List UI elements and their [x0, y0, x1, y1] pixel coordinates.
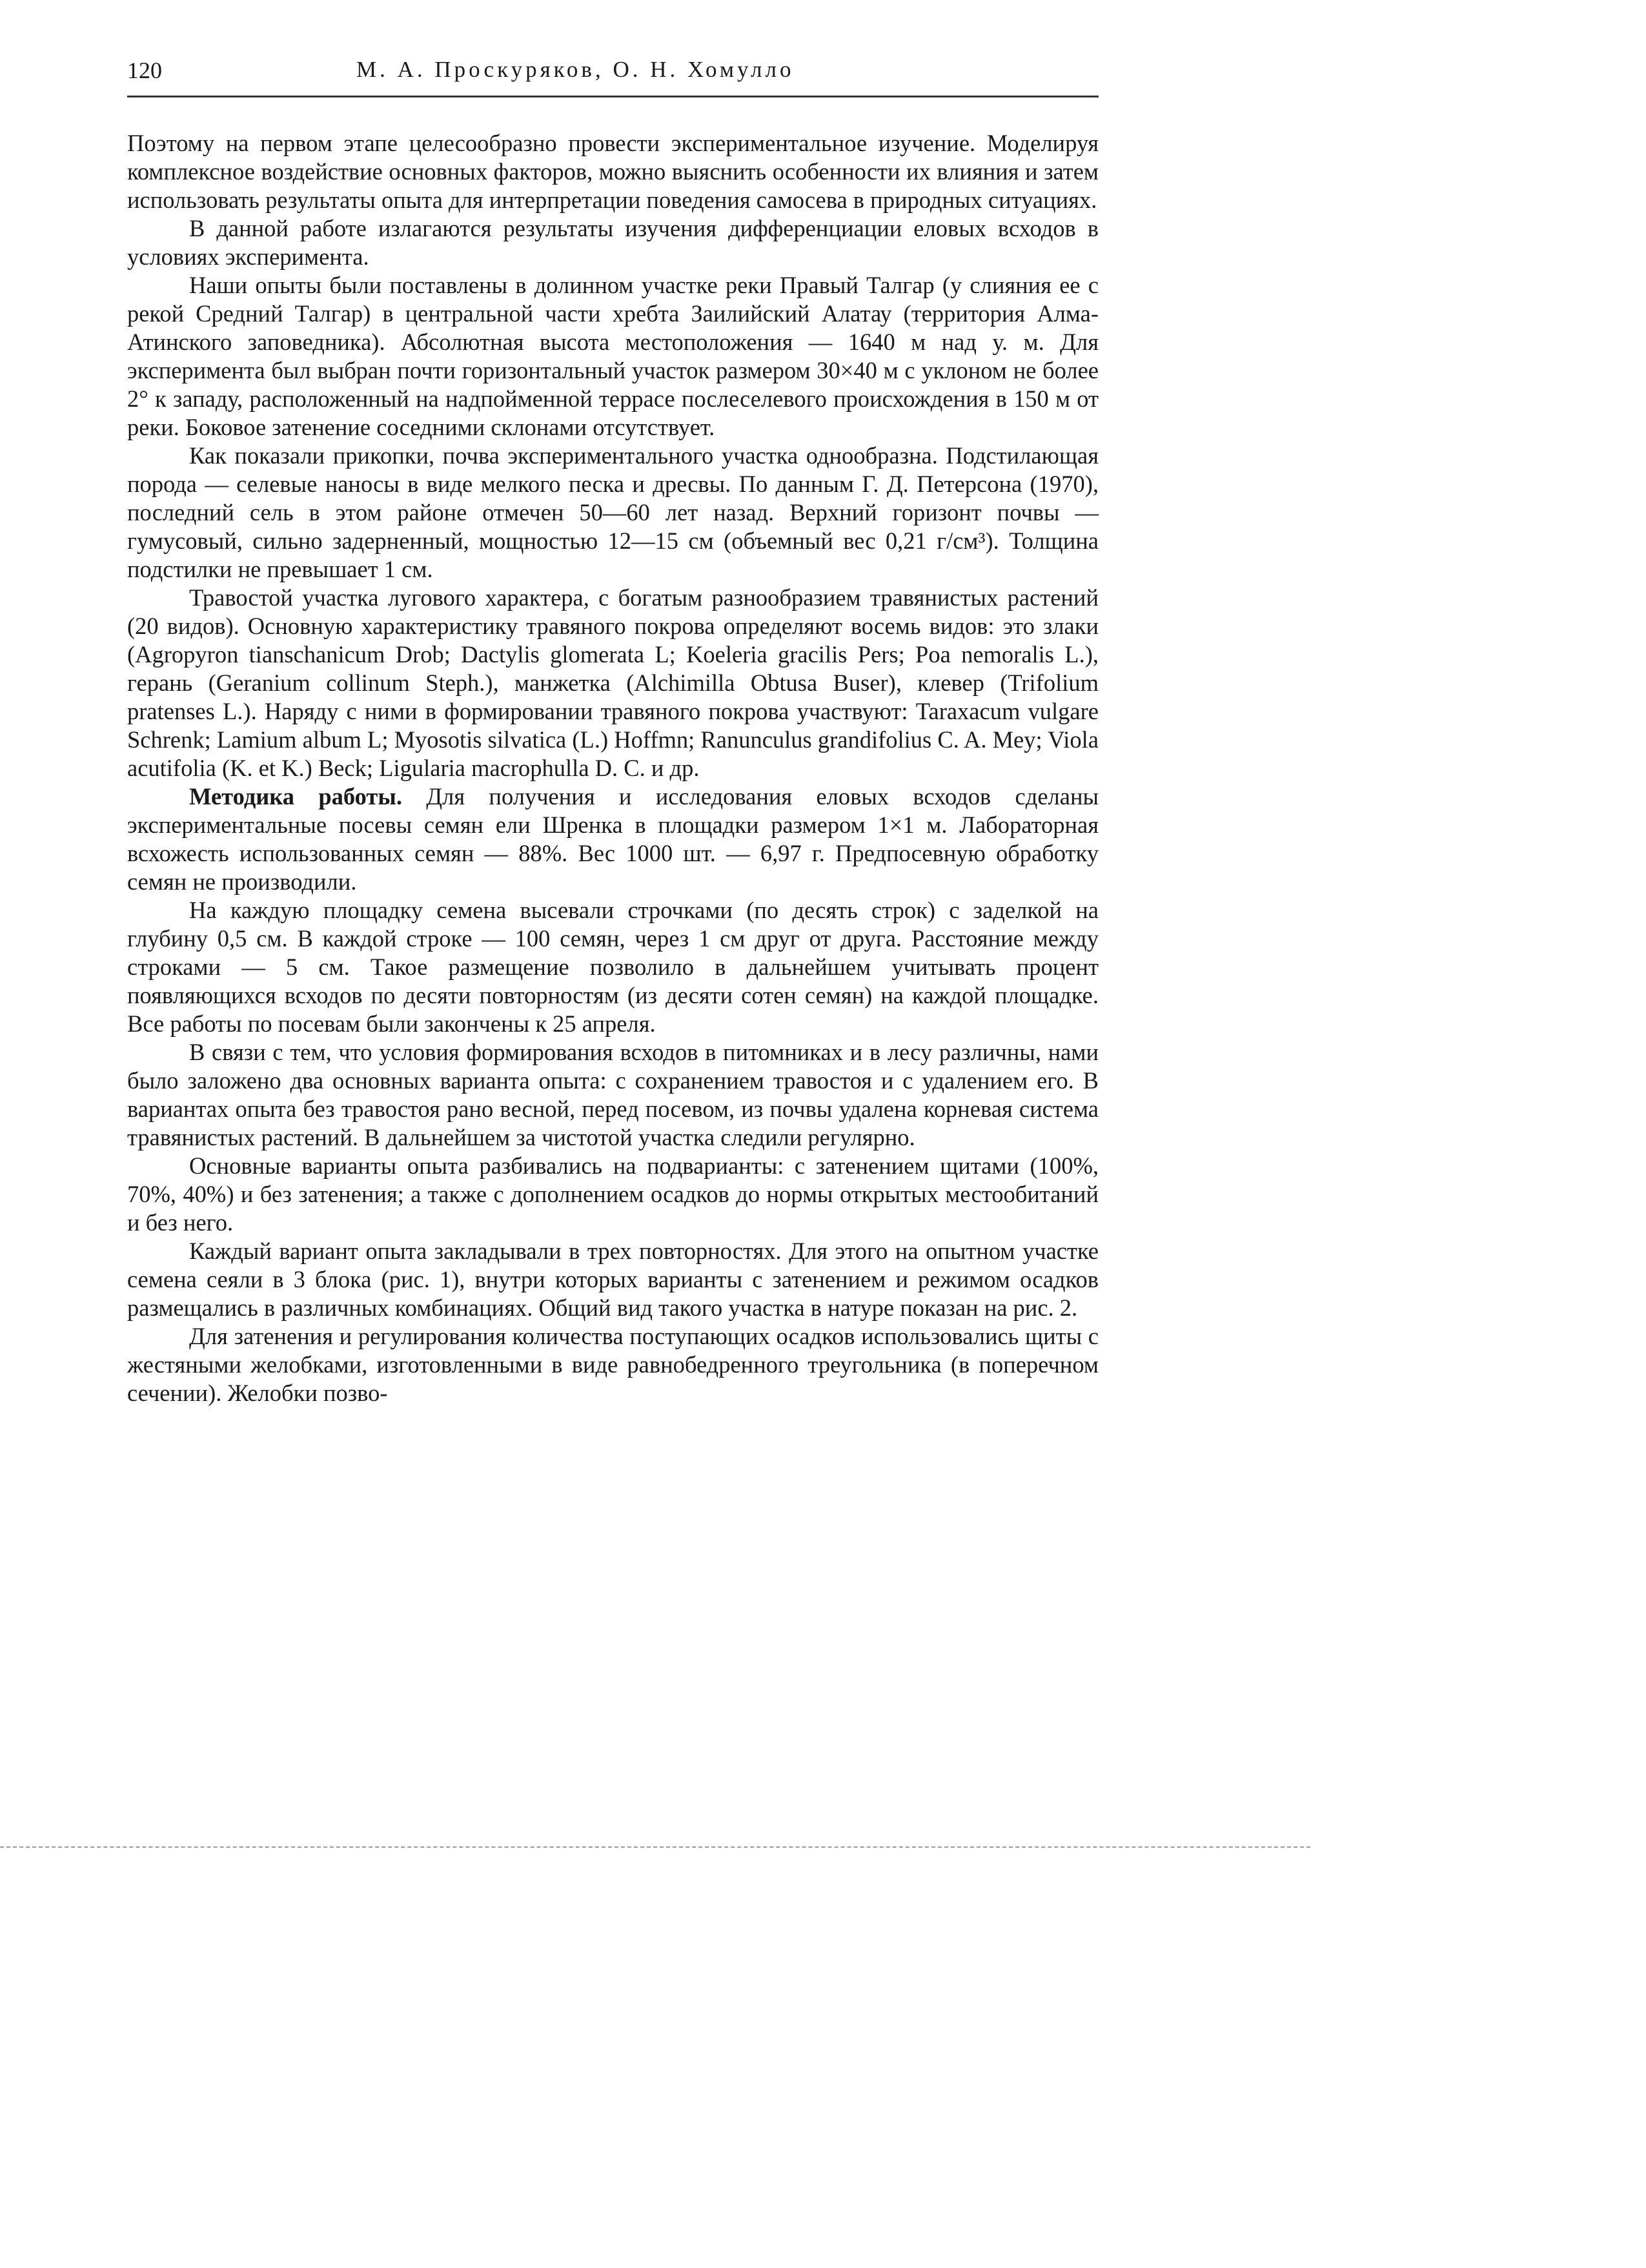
paragraph: В связи с тем, что условия формирования всходов в питомниках и в лесу различны, нами было заложено два основных варианта опыта: с сохранением травостоя и с удалением его. В вариантах опыта без травостоя рано весной, перед посевом, из почвы удалена корневая система травянистых растений. В дальнейшем за чистотой участка следили регулярно. [127, 1039, 1099, 1150]
methodology-text: Для получения и исследования еловых всходов сделаны экспериментальные посевы семян ели Шренка в площадки размером 1×1 м. Лабораторная всхожесть использованных семян — 88%. Вес 1000 шт. — 6,97 г. Предпосевную обработку семян не производили. [127, 783, 1099, 895]
methodology-heading: Методика работы. [189, 783, 402, 810]
paragraph: Поэтому на первом этапе целесообразно провести экспериментальное изучение. Моделируя комплексное воздействие основных факторов, можно выяснить особенности их влияния и затем использовать результаты опыта для интерпретации поведения самосева в природных ситуациях. [127, 130, 1099, 213]
body-text [127, 129, 1099, 1407]
paragraph: На каждую площадку семена высевали строчками (по десять строк) с заделкой на глубину 0,5 см. В каждой строке — 100 семян, через 1 см друг от друга. Расстояние между строками — 5 см. Такое размещение позволило в дальнейшем учитывать процент появляющихся всходов по десяти повторностям (из десяти сотен семян) на каждой площадке. Все работы по посевам были закончены к 25 апреля. [127, 897, 1099, 1037]
page-number: 120 [127, 57, 162, 83]
paragraph: Травостой участка лугового характера, с богатым разнообразием травянистых растений (20 видов). Основную характеристику травяного покрова определяют восемь видов: это злаки (Agropyron tianschanicum Drob; Dactylis glomerata L; Koeleria gracilis Pers; Poa nemoralis L.), герань (Geranium collinum Steph.), манжетка (Alchimilla Obtusa Buser), клевер (Trifolium pratenses L.). Наряду с ними в формировании травяного покрова участвуют: Taraxacum vulgare Schrenk; Lamium album L; Myosotis silvatica (L.) Hoffmn; Ranunculus grandifolius C. A. Mey; Viola acutifolia (K. et K.) Beck; Ligularia macrophulla D. C. и др. [127, 584, 1099, 781]
running-head: М. А. Проскуряков, О. Н. Хомулло [356, 57, 795, 82]
paragraph: Для затенения и регулирования количества поступающих осадков использовались щиты с жестяными желобками, изготовленными в виде равнобедренного треугольника (в поперечном сечении). Желобки позво- [127, 1323, 1099, 1406]
paragraph: Наши опыты были поставлены в долинном участке реки Правый Талгар (у слияния ее с рекой Средний Талгар) в центральной части хребта Заилийский Алатау (территория Алма-Атинского заповедника). Абсолютная высота местоположения — 1640 м над у. м. Для эксперимента был выбран почти горизонтальный участок размером 30×40 м с уклоном не более 2° к западу, расположенный на надпойменной террасе послеселевого происхождения в 150 м от реки. Боковое затенение соседними склонами отсутствует. [127, 272, 1099, 440]
page-bottom-edge [0, 1846, 1310, 1848]
paragraph: Основные варианты опыта разбивались на подварианты: с затенением щитами (100%, 70%, 40%) и без затенения; а также с дополнением осадков до нормы открытых местообитаний и без него. [127, 1152, 1099, 1236]
header-rule [127, 96, 1099, 97]
paragraph: В данной работе излагаются результаты изучения дифференциации еловых всходов в условиях эксперимента. [127, 215, 1099, 270]
page-header [127, 52, 1099, 97]
page [127, 52, 1099, 1407]
paragraph: Каждый вариант опыта закладывали в трех повторностях. Для этого на опытном участке семена сеяли в 3 блока (рис. 1), внутри которых варианты с затенением и режимом осадков размещались в различных комбинациях. Общий вид такого участка в натуре показан на рис. 2. [127, 1238, 1099, 1321]
paragraph: Как показали прикопки, почва экспериментального участка однообразна. Подстилающая порода — селевые наносы в виде мелкого песка и дресвы. По данным Г. Д. Петерсона (1970), последний сель в этом районе отмечен 50—60 лет назад. Верхний горизонт почвы — гумусовый, сильно задерненный, мощностью 12—15 см (объемный вес 0,21 г/см³). Толщина подстилки не превышает 1 см. [127, 442, 1099, 582]
paragraph-methodology [127, 782, 1099, 896]
